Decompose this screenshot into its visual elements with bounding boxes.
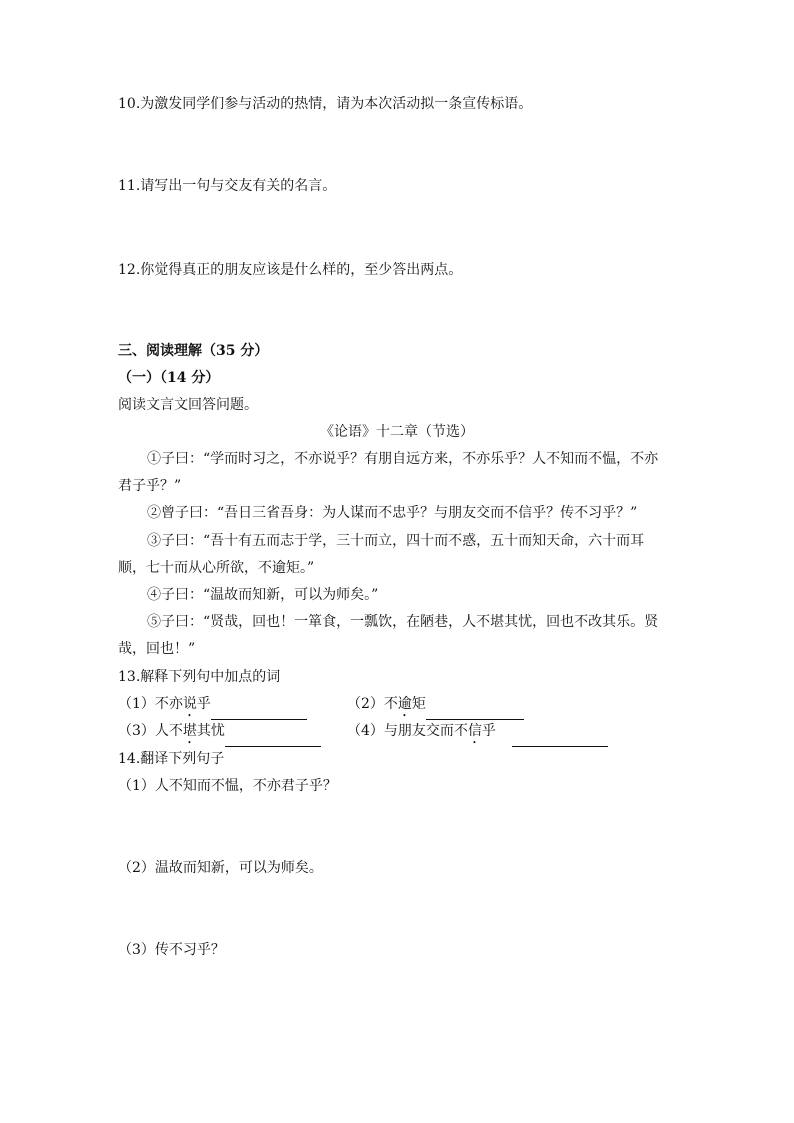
question-12: 12.你觉得真正的朋友应该是什么样的，至少答出两点。 (118, 262, 463, 278)
answer-blank[interactable] (211, 705, 307, 720)
passage-line: ⑤子曰：“贤哉，回也！一箪食，一瓢饮，在陋巷，人不堪其忧，回也不改其乐。贤 (147, 614, 659, 630)
item-number: （1） (118, 696, 155, 712)
passage-line: ④子曰：“温故而知新，可以为师矣。” (147, 587, 379, 603)
item-text: 其忧 (196, 723, 225, 739)
answer-blank[interactable] (225, 732, 321, 747)
item-number: （4） (347, 723, 384, 739)
passage-line: ③子曰：“吾十有五而志于学，三十而立，四十而不惑，五十而知天命，六十而耳 (147, 533, 645, 549)
item-text: 人不 (154, 723, 183, 739)
passage-line: ②曾子曰：“吾日三省吾身：为人谋而不忠乎？与朋友交而不信乎？传不习乎？” (147, 505, 638, 521)
dotted-word: 信 (467, 723, 482, 739)
passage-line: 哉，回也！” (118, 641, 196, 657)
q13-item-4 (347, 721, 608, 747)
dotted-word: 堪 (182, 723, 197, 739)
q14-item-3: （3）传不习乎？ (118, 942, 225, 958)
answer-blank[interactable] (426, 705, 524, 720)
q13-item-1 (118, 694, 307, 720)
q14-item-1: （1）人不知而不愠，不亦君子乎？ (118, 778, 337, 794)
dotted-word: 逾 (397, 696, 412, 712)
passage-title: 《论语》十二章（节选） (320, 424, 474, 440)
dotted-word: 说 (182, 696, 197, 712)
item-text: 矩 (411, 696, 426, 712)
question-10: 10.为激发同学们参与活动的热情，请为本次活动拟一条宣传标语。 (118, 96, 533, 112)
item-text: 乎 (481, 723, 496, 739)
item-text: 与朋友交而不 (383, 723, 468, 739)
q14-item-2: （2）温故而知新，可以为师矣。 (118, 860, 323, 876)
passage-line: 君子乎？” (118, 478, 182, 494)
q13-item-3 (118, 721, 321, 747)
passage-line: 顺，七十而从心所欲，不逾矩。” (118, 560, 315, 576)
sub-heading: （一）（14 分） (118, 370, 220, 386)
question-13-title: 13.解释下列句中加点的词 (118, 669, 281, 685)
item-text: 乎 (196, 696, 211, 712)
question-11: 11.请写出一句与交友有关的名言。 (118, 178, 337, 194)
item-number: （2） (347, 696, 384, 712)
q13-item-2 (347, 694, 524, 720)
instruction: 阅读文言文回答问题。 (118, 397, 258, 413)
question-14-title: 14.翻译下列句子 (118, 751, 225, 767)
section-heading: 三、阅读理解（35 分） (118, 343, 269, 359)
passage-line: ①子曰：“学而时习之，不亦说乎？有朋自远方来，不亦乐乎？人不知而不愠，不亦 (147, 451, 659, 467)
item-number: （3） (118, 723, 155, 739)
item-text: 不亦 (154, 696, 183, 712)
answer-blank[interactable] (512, 732, 608, 747)
item-text: 不 (383, 696, 398, 712)
